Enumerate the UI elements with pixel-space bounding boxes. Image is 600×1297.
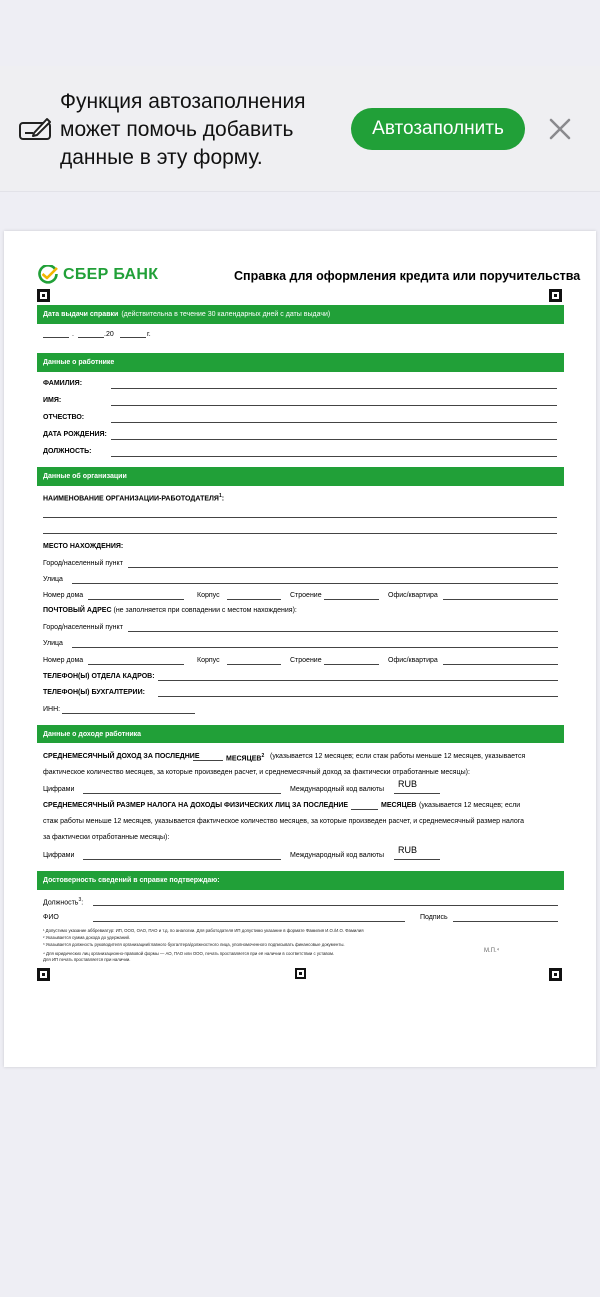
footnote-4: ⁴ Для юридических лиц организационно-правовой формы — АО, ПАО или ООО, печать проставляется при её наличии в соответствии с уставом. [43, 951, 335, 956]
location-building-label: Корпус [197, 592, 220, 599]
postal-street-label: Улица [43, 640, 63, 647]
month-field[interactable] [78, 337, 104, 338]
location-structure-field[interactable] [324, 599, 379, 600]
avg-income-digits-field[interactable] [83, 793, 281, 794]
postal-office-field[interactable] [443, 664, 558, 665]
footnote-3: ³ Указывается должность руководителя организации/главного бухгалтера/должностного лица, уполномоченного подписывать финансовые документы. [43, 942, 345, 947]
qr-marker [37, 289, 50, 302]
year-prefix: .20 [104, 331, 114, 338]
postal-label-text: ПОЧТОВЫЙ АДРЕС [43, 607, 112, 614]
location-street-label: Улица [43, 576, 63, 583]
logo-text: СБЕР БАНК [63, 266, 159, 283]
location-city-field[interactable] [128, 567, 558, 568]
postal-note: (не заполняется при совпадении с местом нахождения): [113, 607, 297, 614]
income-section-header [37, 725, 564, 743]
tax-currency-label: Международный код валюты [290, 852, 385, 859]
postal-house-field[interactable] [88, 664, 184, 665]
months-text: МЕСЯЦЕВ [226, 755, 262, 763]
org-section-header [37, 467, 564, 486]
accounting-phone-field[interactable] [158, 696, 558, 697]
issue-date-note: (действительна в течение 30 календарных дней с даты выдачи) [121, 311, 331, 318]
close-icon[interactable] [546, 115, 574, 143]
location-street-field[interactable] [72, 583, 558, 584]
signer-position-text: Должность [43, 899, 79, 907]
document-title: Справка для оформления кредита или поручительства [234, 269, 581, 283]
date-separator: . [72, 331, 74, 338]
autofill-button[interactable]: Автозаполнить [351, 108, 525, 150]
inn-field[interactable] [62, 713, 195, 714]
year-suffix: г. [147, 331, 151, 338]
avg-income-digits-label: Цифрами [43, 786, 75, 793]
income-header-text: Данные о доходе работника [43, 730, 142, 738]
tax-label-text: СРЕДНЕМЕСЯЧНЫЙ РАЗМЕР НАЛОГА НА ДОХОДЫ ФИЗИЧЕСКИХ ЛИЦ ЗА ПОСЛЕДНИЕ [43, 802, 349, 809]
postal-city-label: Город/населенный пункт [43, 624, 123, 631]
signature-label: Подпись [420, 914, 448, 921]
tax-months-field[interactable] [351, 809, 378, 810]
name-label: ИМЯ: [43, 397, 62, 404]
postal-structure-field[interactable] [324, 664, 379, 665]
qr-marker [37, 968, 50, 981]
sber-logo [37, 265, 158, 285]
org-name-field[interactable] [43, 517, 557, 518]
avg-income-currency-value: RUB [398, 779, 418, 789]
signer-fio-field[interactable] [93, 921, 405, 922]
patronymic-label: ОТЧЕСТВО: [43, 414, 85, 421]
inn-label: ИНН: [43, 706, 61, 713]
postal-structure-label: Строение [290, 657, 322, 664]
org-name-field-2[interactable] [43, 533, 557, 534]
postal-house-label: Номер дома [43, 657, 84, 664]
tax-digits-field[interactable] [83, 859, 281, 860]
location-building-field[interactable] [227, 599, 281, 600]
stamp-place: М.П.⁴ [484, 948, 500, 954]
tax-note-3: за фактически отработанные месяцы): [43, 834, 170, 841]
patronymic-field[interactable] [111, 422, 557, 423]
footnote-ref: 2 [261, 753, 265, 759]
position-label: ДОЛЖНОСТЬ: [43, 448, 92, 455]
footnote-5: Для ИП печать проставляется при наличии. [43, 957, 131, 962]
confirm-header-text: Достоверность сведений в справке подтверждаю: [43, 877, 220, 884]
signer-position-label [43, 897, 83, 906]
signer-position-field[interactable] [93, 905, 558, 906]
qr-marker [295, 968, 306, 979]
accounting-phone-label: ТЕЛЕФОН(Ы) БУХГАЛТЕРИИ: [43, 689, 145, 696]
avg-income-months-label [226, 753, 264, 762]
postal-street-field[interactable] [72, 647, 558, 648]
postal-label [43, 607, 297, 614]
postal-building-label: Корпус [197, 657, 220, 664]
colon: : [221, 495, 225, 503]
avg-income-label: СРЕДНЕМЕСЯЧНЫЙ ДОХОД ЗА ПОСЛЕДНИЕ [43, 753, 200, 760]
location-office-field[interactable] [443, 599, 558, 600]
employee-section-header [37, 353, 564, 372]
location-city-label: Город/населенный пункт [43, 560, 123, 567]
tax-months-label: МЕСЯЦЕВ [381, 802, 417, 809]
surname-field[interactable] [111, 388, 557, 389]
location-house-label: Номер дома [43, 592, 84, 599]
footnote-ref: 1 [218, 493, 222, 499]
avg-income-note: (указывается 12 месяцев; если стаж работы меньше 12 месяцев, указывается [270, 753, 526, 760]
qr-marker [549, 289, 562, 302]
org-header-text: Данные об организации [43, 473, 127, 480]
postal-building-field[interactable] [227, 664, 281, 665]
year-field[interactable] [120, 337, 146, 338]
colon: : [81, 899, 84, 907]
birthdate-field[interactable] [111, 439, 557, 440]
location-house-field[interactable] [88, 599, 184, 600]
location-structure-label: Строение [290, 592, 322, 599]
avg-income-currency-label: Международный код валюты [290, 786, 385, 793]
hr-phone-field[interactable] [158, 680, 558, 681]
tax-note-2: стаж работы меньше 12 месяцев, указывается фактическое количество месяцев, за которые произведен расчет, и среднемесячный размер налога [43, 818, 525, 825]
signer-fio-label: ФИО [43, 914, 59, 921]
issue-date-label: Дата выдачи справки [43, 311, 119, 318]
avg-income-months-field[interactable] [193, 760, 223, 761]
position-field[interactable] [111, 456, 557, 457]
tax-currency-field[interactable] [394, 859, 440, 860]
birthdate-label: ДАТА РОЖДЕНИЯ: [43, 431, 107, 438]
autofill-pen-icon [18, 116, 54, 142]
hr-phone-label: ТЕЛЕФОН(Ы) ОТДЕЛА КАДРОВ: [43, 673, 155, 680]
day-field[interactable] [43, 337, 69, 338]
name-field[interactable] [111, 405, 557, 406]
footnote-1: ¹ Допустимо указание аббревиатур: ИП, ООО, ОАО, ПАО и т.д. по аналогии. Для работодателя ИП допустимо указание в формате Фамилия И.О./И.О. Фамилия [43, 928, 364, 933]
tax-currency-value: RUB [398, 845, 418, 855]
confirm-section-header [37, 871, 564, 890]
footnote-2: ² Указывается сумма дохода до удержаний. [43, 935, 131, 940]
autofill-message: Функция автозаполнения может помочь добавить данные в эту форму. [60, 90, 306, 169]
qr-marker [549, 968, 562, 981]
tax-label [43, 802, 348, 809]
org-name-label-text: НАИМЕНОВАНИЕ ОРГАНИЗАЦИИ-РАБОТОДАТЕЛЯ [43, 495, 219, 503]
postal-office-label: Офис/квартира [388, 657, 438, 664]
location-label: МЕСТО НАХОЖДЕНИЯ: [43, 543, 124, 550]
avg-income-note-2: фактическое количество месяцев, за которые произведен расчет, и среднемесячный доход за фактически отработанные месяцы): [43, 769, 470, 776]
avg-income-currency-field[interactable] [394, 793, 440, 794]
location-office-label: Офис/квартира [388, 592, 438, 599]
surname-label: ФАМИЛИЯ: [43, 380, 83, 387]
footnote-ref: 3 [78, 897, 82, 903]
signature-field[interactable] [453, 921, 558, 922]
tax-digits-label: Цифрами [43, 852, 75, 859]
sber-logo-icon [37, 265, 59, 285]
employee-header-text: Данные о работнике [43, 359, 115, 366]
tax-note: (указывается 12 месяцев; если [419, 802, 521, 809]
issue-date-header [37, 305, 564, 324]
postal-city-field[interactable] [128, 631, 558, 632]
org-name-label [43, 493, 224, 502]
